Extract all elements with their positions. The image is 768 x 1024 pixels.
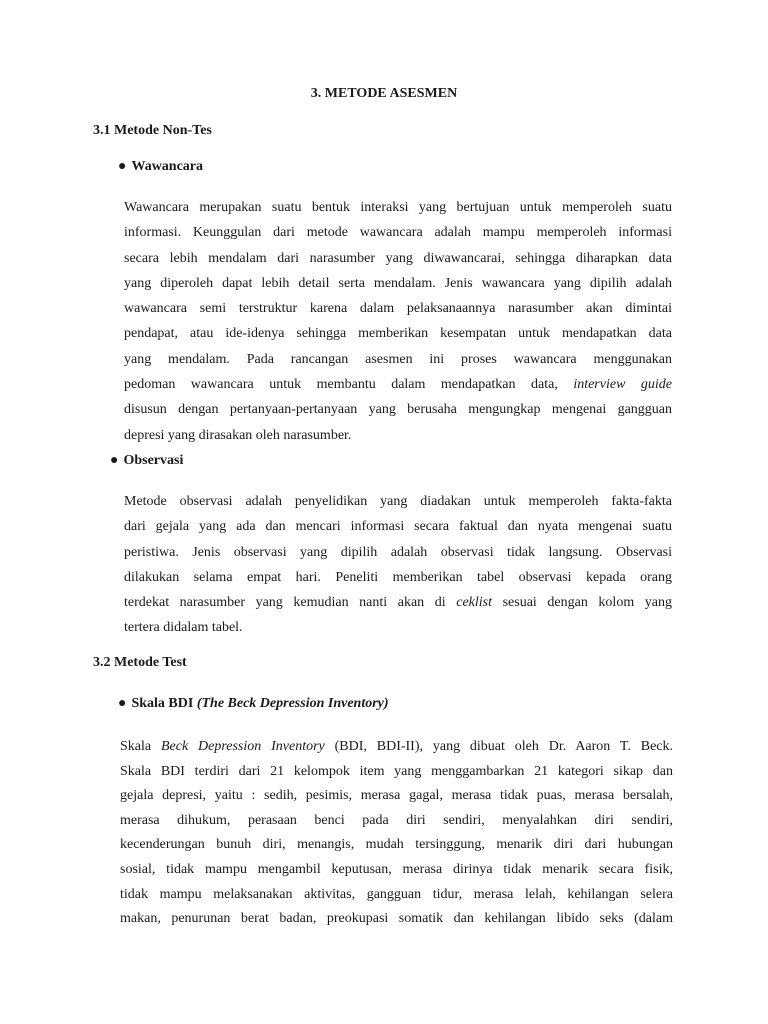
bullet-label-italic: (The Beck Depression Inventory) bbox=[196, 696, 389, 711]
paragraph-line: tertera didalam tabel. bbox=[124, 620, 243, 636]
text-run: Skala bbox=[120, 739, 152, 754]
bullet-skala-bdi bbox=[118, 696, 389, 712]
paragraph-line: yang diperoleh dapat lebih detail serta mendalam. Jenis wawancara yang dipilih adalah bbox=[124, 275, 672, 291]
paragraph-line: disusun dengan pertanyaan-pertanyaan yang berusaha mengungkap mengenai gangguan bbox=[124, 402, 672, 418]
paragraph-line bbox=[124, 372, 672, 397]
paragraph-line: dilakukan selama empat hari. Peneliti memberikan tabel observasi kepada orang bbox=[124, 569, 672, 585]
paragraph-observasi bbox=[124, 489, 672, 641]
paragraph-wawancara bbox=[124, 195, 672, 448]
paragraph-line: merasa dihukum, perasaan benci pada diri sendiri, menyalahkan diri sendiri, bbox=[120, 812, 673, 828]
paragraph-line: tidak mampu melaksanakan aktivitas, gangguan tidur, merasa lelah, kehilangan selera bbox=[120, 886, 673, 902]
paragraph-line: Skala BDI terdiri dari 21 kelompok item yang menggambarkan 21 kategori sikap dan bbox=[120, 763, 673, 779]
paragraph-line: Metode observasi adalah penyelidikan yang diadakan untuk memperoleh fakta-fakta bbox=[124, 494, 672, 509]
bullet-label: Skala BDI bbox=[131, 696, 194, 711]
bullet-wawancara bbox=[118, 159, 203, 175]
paragraph-line bbox=[124, 590, 672, 615]
paragraph-line: depresi yang dirasakan oleh narasumber. bbox=[124, 427, 352, 443]
paragraph-line: secara lebih mendalam dari narasumber yang diwawancarai, sehingga diharapkan data bbox=[124, 250, 672, 266]
bullet-dot: ● bbox=[118, 159, 127, 174]
text-run: terdekat narasumber yang kemudian nanti akan di bbox=[124, 595, 446, 611]
bullet-observasi bbox=[110, 453, 183, 469]
bullet-dot: ● bbox=[110, 453, 119, 468]
bullet-label: Observasi bbox=[123, 453, 184, 468]
text-run: sesuai dengan kolom yang bbox=[502, 595, 673, 611]
paragraph-line: makan, penurunan berat badan, preokupasi somatik dan kehilangan libido seks (dalam bbox=[120, 911, 673, 927]
paragraph-line bbox=[120, 735, 673, 760]
paragraph-line: Wawancara merupakan suatu bentuk interaksi yang bertujuan untuk memperoleh suatu bbox=[124, 200, 672, 215]
bullet-dot: ● bbox=[118, 696, 127, 711]
paragraph-line: pendapat, atau ide-idenya sehingga memberikan kesempatan untuk mendapatkan data bbox=[124, 326, 672, 342]
italic-term: ceklist bbox=[456, 595, 493, 611]
italic-term: Beck Depression Inventory bbox=[160, 739, 325, 754]
page-title: 3. METODE ASESMEN bbox=[310, 86, 458, 101]
paragraph-line: yang mendalam. Pada rancangan asesmen ini proses wawancara menggunakan bbox=[124, 351, 672, 367]
paragraph-line: informasi. Keunggulan dari metode wawancara adalah mampu memperoleh informasi bbox=[124, 225, 672, 241]
bullet-label: Wawancara bbox=[131, 159, 204, 174]
text-run: (BDI, BDI-II), yang dibuat oleh Dr. Aaron T. Beck. bbox=[334, 739, 674, 754]
paragraph-line: sosial, tidak mampu mengambil keputusan, merasa dirinya tidak menarik secara fisik, bbox=[120, 861, 673, 877]
paragraph-line: kecenderungan bunuh diri, menangis, mudah tersinggung, menarik diri dari hubungan bbox=[120, 837, 673, 853]
paragraph-line: dari gejala yang ada dan mencari informasi secara faktual dan nyata mengenai suatu bbox=[124, 519, 672, 535]
paragraph-line: gejala depresi, yaitu : sedih, pesimis, merasa gagal, merasa tidak puas, merasa bersalah, bbox=[120, 788, 673, 804]
paragraph-line: peristiwa. Jenis observasi yang dipilih adalah observasi tidak langsung. Observasi bbox=[124, 544, 672, 560]
paragraph-bdi bbox=[120, 735, 673, 932]
italic-term: interview guide bbox=[573, 377, 672, 393]
text-run: pedoman wawancara untuk membantu dalam mendapatkan data, bbox=[124, 377, 558, 393]
section-heading-3-1: 3.1 Metode Non-Tes bbox=[93, 123, 212, 138]
section-heading-3-2: 3.2 Metode Test bbox=[93, 655, 187, 670]
paragraph-line: wawancara semi terstruktur karena dalam pelaksanaannya narasumber akan dimintai bbox=[124, 301, 672, 317]
